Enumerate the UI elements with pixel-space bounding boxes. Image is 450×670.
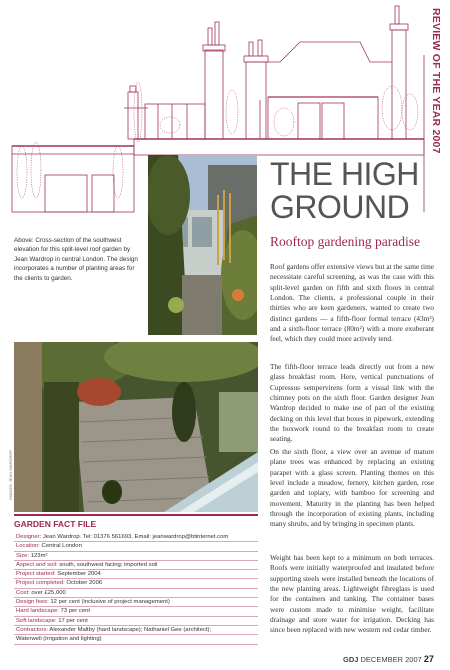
drawing-caption: Above: Cross-section of the southwest elevation for this split-level roof garden by Jean Wardrop in central London. The design incorporates a number of planting areas for the clients to garden. [14, 237, 138, 282]
chimney-right [390, 6, 408, 139]
terrace-photo-aerial [14, 342, 258, 512]
chimney-left [203, 22, 225, 139]
magazine-name: GDJ [343, 655, 359, 664]
body-paragraph-2: The fifth-floor terrace leads directly out from a new glass breakfast room. Here, vertical punctuations of Cupressus sempervirens form a visual link with the chimney pots on the sixth floor. Garden designer Jean Wardrop decided to make use of part of the existing decking on this level that boxes in pipework, extending the boxwork round to the breakfast room to create seating. [270, 362, 434, 444]
lower-building [12, 146, 134, 212]
body-paragraph-1: Roof gardens offer extensive views but at the same time necessitate careful screening, as was the case with this split-level garden on fifth and sixth floors in central London. The clients, a professional couple in their thirties who are keen gardeners, wanted to create two distinct gardens — a fifth-floor formal terrace (43m²) and a sixth-floor terrace (80m²) with a more exuberant feel, which they could more actively tend. [270, 262, 434, 344]
fact-size: Size: 123m² [14, 552, 258, 561]
fact-designer: Designer: Jean Wardrop. Tel: 01376 561693. Email: jeanwardrop@btinternet.com [14, 533, 258, 542]
page-footer [343, 654, 434, 664]
fact-completed: Project completed: October 2006 [14, 579, 258, 588]
fact-design-fees: Design fees: 12 per cent (inclusive of project management) [14, 598, 258, 607]
fact-soft-landscape: Soft landscape: 17 per cent [14, 617, 258, 626]
side-banner: REVIEW OF THE YEAR 2007 [430, 8, 442, 154]
page-number: 27 [423, 654, 434, 664]
fact-file-title: GARDEN FACT FILE [14, 519, 97, 529]
fact-file-list [14, 533, 258, 645]
rooftop-photo-vertical [148, 155, 257, 335]
fact-hard-landscape: Hard landscape: 73 per cent [14, 607, 258, 616]
upper-building [134, 139, 424, 155]
fact-contractors-cont: Waterwell (irrigation and lighting) [14, 635, 258, 644]
issue-date: DECEMBER 2007 [358, 655, 424, 664]
fact-cost: Cost: over £25,000 [14, 589, 258, 598]
body-paragraph-4: Weight has been kept to a minimum on both terraces. Roofs were initially waterproofed and insulated before supporting steels were installed beneath the locations of the new planting areas. Lightweight fibreglass is used for the containers and tanking. The container bases were custom made to minimise weight, facilitate drainage and store water for irrigation. Decking has since been replaced with new western red cedar timber. [270, 553, 434, 635]
fact-file-rule [14, 514, 258, 516]
photo-credit: IMAGES: JEAN WARDROP [8, 450, 13, 500]
fact-contractors: Contractors: Alexander Maltby (hard landscape); Nathaniel Gee (architect); [14, 626, 258, 635]
article-subtitle: Rooftop gardening paradise [270, 234, 420, 249]
fact-aspect: Aspect and soil: south, southwest facing; imported soil [14, 561, 258, 570]
glass-room [145, 104, 205, 139]
fact-started: Project started: September 2004 [14, 570, 258, 579]
fact-location: Location: Central London [14, 542, 258, 551]
body-paragraph-3: On the sixth floor, a view over an avenue of mature plane trees was enhanced by replacing an existing parapet with a glass screen. Planting themes on this level include a meadow, fernery, kitchen garden, rose garden and topiary, with bamboo for screening and movement. Maturity in the planting has been helped through the incorporation of existing plants, including many shrubs, and by bringing in specimen plants. [270, 447, 434, 529]
chimney-middle [244, 40, 268, 139]
article-title: THE HIGH GROUND [270, 156, 419, 225]
